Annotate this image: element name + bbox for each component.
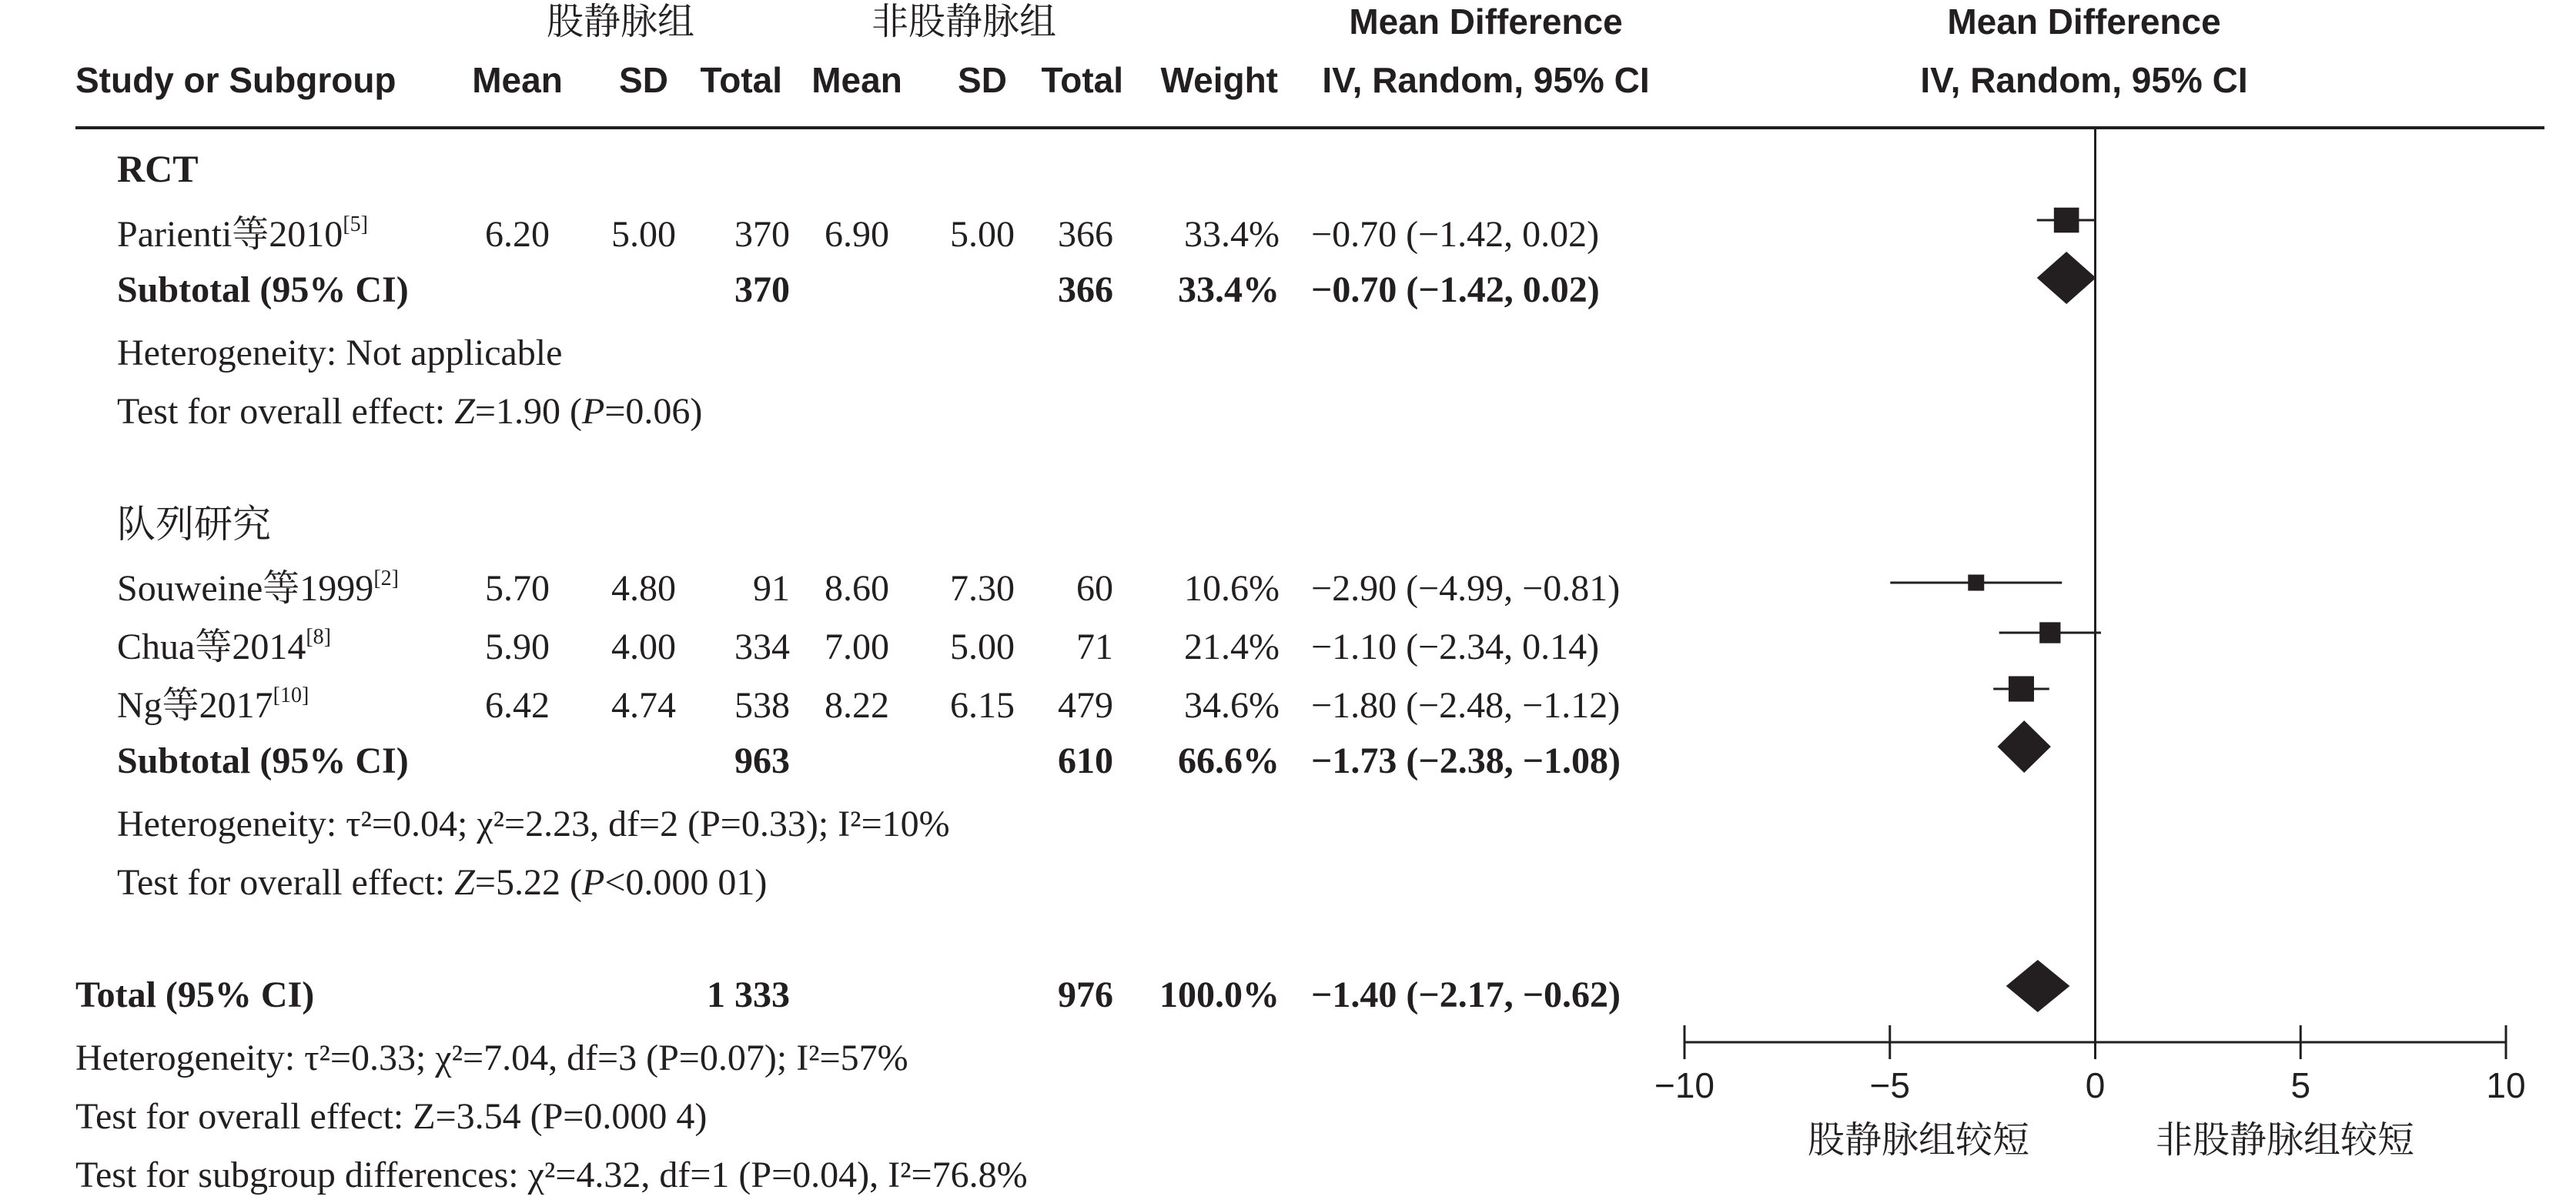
study-sd2: 5.00	[950, 214, 1015, 255]
study-sd2: 7.30	[950, 568, 1015, 609]
study-sd2: 5.00	[950, 627, 1015, 667]
subtotal-weight: 66.6%	[1178, 740, 1280, 781]
group1-title: 股静脉组	[546, 2, 695, 42]
md-column-method: IV, Random, 95% CI	[1322, 60, 1650, 100]
x-axis-tick-label: −10	[1654, 1065, 1715, 1105]
study-ci-text: −1.10 (−2.34, 0.14)	[1311, 627, 1600, 667]
study-ref: [2]	[373, 567, 399, 590]
study-n1: 334	[734, 627, 790, 667]
study-mean1: 5.70	[485, 568, 550, 609]
subtotal-row	[117, 740, 1621, 781]
study-weight-square	[2009, 676, 2034, 701]
subtotal-n1: 370	[734, 269, 790, 310]
study-mean1: 6.42	[485, 685, 550, 726]
study-ci-text: −0.70 (−1.42, 0.02)	[1311, 214, 1600, 255]
col-total2: Total	[1041, 60, 1123, 100]
favours-right-label: 非股静脉组较短	[2155, 1120, 2415, 1161]
study-n2: 60	[1076, 568, 1113, 609]
subtotal-n2: 610	[1058, 740, 1113, 781]
study-weight: 33.4%	[1184, 214, 1280, 255]
subtotal-label: Subtotal (95% CI)	[117, 740, 409, 781]
study-mean1: 5.90	[485, 627, 550, 667]
study-n1: 91	[753, 568, 790, 609]
study-ref: [8]	[306, 625, 331, 649]
study-name-text: Chua等2014	[117, 627, 306, 667]
overall-p: P	[581, 391, 605, 432]
study-mean1: 6.20	[485, 214, 550, 255]
footer-subgroup-differences: Test for subgroup differences: χ²=4.32, df=1 (P=0.04), I²=76.8%	[75, 1155, 1028, 1195]
overall-effect-cohort	[117, 862, 767, 903]
study-row	[117, 684, 1620, 726]
study-sd2: 6.15	[950, 685, 1015, 726]
subtotal-weight: 33.4%	[1178, 269, 1280, 310]
x-axis-tick-label: 10	[2486, 1065, 2526, 1105]
col-weight: Weight	[1160, 60, 1278, 100]
plot-title: Mean Difference	[1947, 2, 2221, 42]
total-label: Total (95% CI)	[75, 974, 315, 1015]
group2-title: 非股静脉组	[871, 2, 1057, 42]
study-row	[117, 567, 1620, 609]
study-sd1: 5.00	[611, 214, 676, 255]
study-sd1: 4.80	[611, 568, 676, 609]
col-mean1: Mean	[472, 60, 563, 100]
col-study: Study or Subgroup	[75, 60, 396, 100]
study-mean2: 6.90	[825, 214, 889, 255]
study-weight-square	[1968, 575, 1984, 591]
md-column-title: Mean Difference	[1349, 2, 1623, 42]
subtotal-diamond	[2037, 252, 2096, 304]
overall-effect-rct	[117, 391, 702, 432]
overall-p-val: <0.000 01)	[604, 862, 768, 903]
study-n2: 479	[1058, 685, 1113, 726]
study-mean2: 8.60	[825, 568, 889, 609]
study-sd1: 4.00	[611, 627, 676, 667]
plot-area	[1654, 128, 2526, 1105]
total-n2: 976	[1058, 974, 1113, 1015]
col-mean2: Mean	[811, 60, 902, 100]
study-name	[117, 212, 368, 255]
subtotal-label: Subtotal (95% CI)	[117, 269, 409, 310]
overall-prefix: Test for overall effect:	[117, 862, 455, 903]
study-name	[117, 684, 309, 726]
footer-overall-effect: Test for overall effect: Z=3.54 (P=0.000 4)	[75, 1096, 708, 1137]
heterogeneity-cohort: Heterogeneity: τ²=0.04; χ²=2.23, df=2 (P=0.33); I²=10%	[117, 804, 950, 844]
col-sd2: SD	[958, 60, 1007, 100]
subtotal-diamond	[1998, 720, 2051, 773]
x-axis-tick-label: 5	[2290, 1065, 2311, 1105]
overall-p-val: =0.06)	[604, 391, 703, 432]
study-name-text: Souweine等1999	[117, 568, 374, 609]
study-name	[117, 567, 399, 609]
x-axis-tick-label: −5	[1869, 1065, 1910, 1105]
subtotal-n2: 366	[1058, 269, 1113, 310]
study-n2: 71	[1076, 627, 1113, 667]
overall-prefix: Test for overall effect:	[117, 391, 455, 432]
total-diamond	[2006, 960, 2070, 1012]
col-total1: Total	[700, 60, 782, 100]
overall-p: P	[581, 862, 605, 903]
col-sd1: SD	[619, 60, 668, 100]
study-row	[117, 625, 1599, 667]
favours-left-label: 股静脉组较短	[1807, 1120, 2030, 1161]
plot-method: IV, Random, 95% CI	[1920, 60, 2248, 100]
study-mean2: 7.00	[825, 627, 889, 667]
study-name	[117, 625, 331, 667]
study-weight: 34.6%	[1184, 685, 1280, 726]
study-row	[117, 212, 1599, 255]
overall-z: Z	[454, 391, 475, 432]
study-sd1: 4.74	[611, 685, 676, 726]
study-ref: [10]	[273, 684, 309, 707]
heterogeneity-rct: Heterogeneity: Not applicable	[117, 333, 563, 373]
study-ci-text: −1.80 (−2.48, −1.12)	[1311, 685, 1621, 726]
subtotal-ci-text: −0.70 (−1.42, 0.02)	[1311, 269, 1600, 310]
total-n1: 1 333	[707, 974, 790, 1015]
study-ci-text: −2.90 (−4.99, −0.81)	[1311, 568, 1621, 609]
overall-z: Z	[454, 862, 475, 903]
study-weight-square	[2039, 622, 2060, 643]
subtotal-row	[117, 269, 1600, 310]
subtotal-ci-text: −1.73 (−2.38, −1.08)	[1311, 740, 1621, 781]
study-n1: 370	[734, 214, 790, 255]
subtotal-n1: 963	[734, 740, 790, 781]
subgroup-label-rct: RCT	[117, 147, 199, 190]
subgroup-label-cohort: 队列研究	[117, 503, 271, 546]
study-ref: [5]	[343, 212, 368, 236]
footer-heterogeneity: Heterogeneity: τ²=0.33; χ²=7.04, df=3 (P=0.07); I²=57%	[75, 1038, 908, 1078]
overall-z-val: =5.22 (	[474, 862, 582, 903]
study-weight: 10.6%	[1184, 568, 1280, 609]
study-weight: 21.4%	[1184, 627, 1280, 667]
study-name-text: Parienti等2010	[117, 214, 343, 255]
study-n1: 538	[734, 685, 790, 726]
study-n2: 366	[1058, 214, 1113, 255]
total-ci-text: −1.40 (−2.17, −0.62)	[1311, 974, 1621, 1015]
total-weight: 100.0%	[1159, 974, 1280, 1015]
overall-z-val: =1.90 (	[474, 391, 582, 432]
total-row	[75, 974, 1621, 1015]
study-weight-square	[2054, 208, 2079, 233]
x-axis-tick-label: 0	[2085, 1065, 2106, 1105]
study-mean2: 8.22	[825, 685, 889, 726]
study-name-text: Ng等2017	[117, 685, 273, 726]
